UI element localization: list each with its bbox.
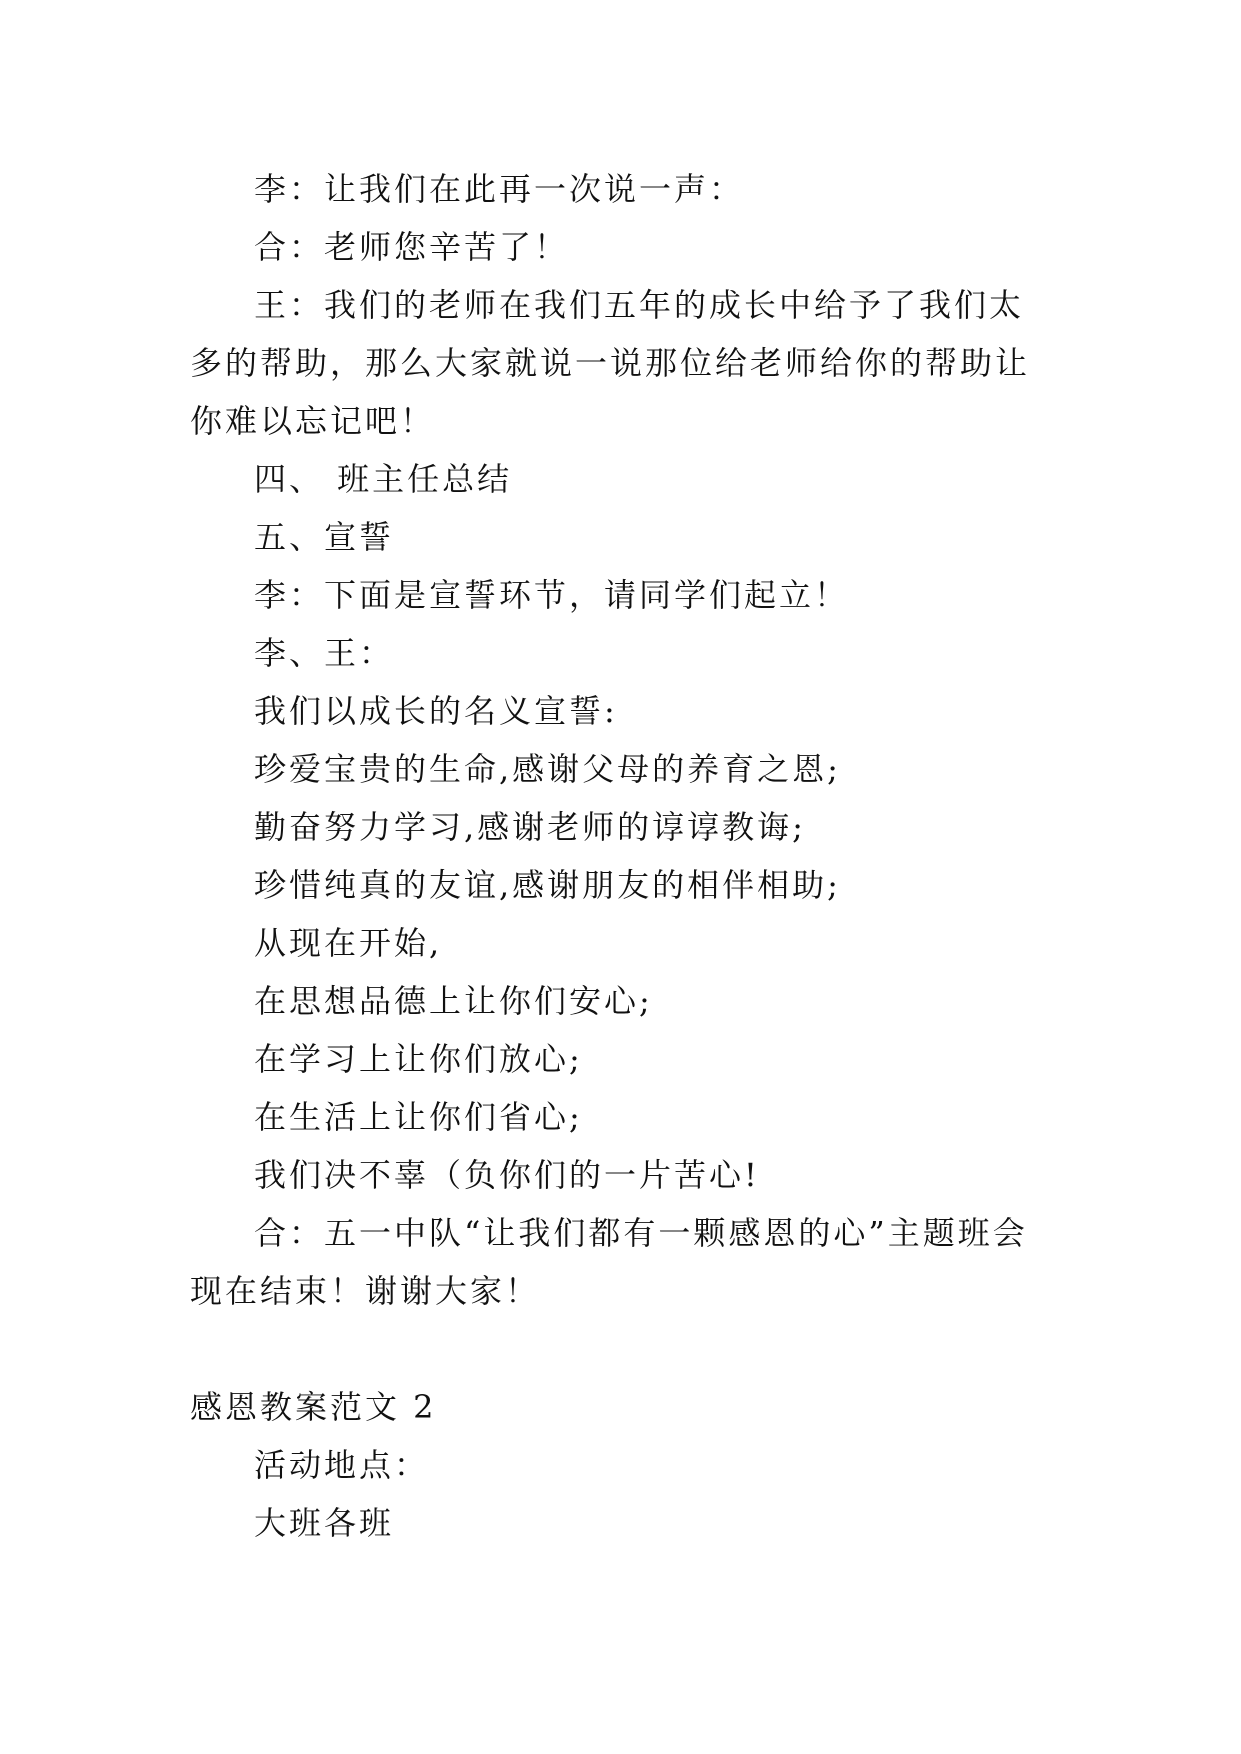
paragraph: 珍惜纯真的友谊,感谢朋友的相伴相助;: [254, 866, 841, 904]
document-body: [190, 160, 1052, 1552]
paragraph: 在生活上让你们省心;: [254, 1098, 583, 1136]
paragraph: 合：五一中队“让我们都有一颗感恩的心”主题班会现在结束！谢谢大家！: [190, 1214, 1028, 1310]
paragraph: 合：老师您辛苦了！: [254, 228, 570, 266]
paragraph: 李：让我们在此再一次说一声：: [254, 170, 745, 208]
paragraph: 李：下面是宣誓环节，请同学们起立！: [254, 576, 850, 614]
paragraph-list: [190, 160, 1052, 1320]
paragraph: 王：我们的老师在我们五年的成长中给予了我们太多的帮助，那么大家就说一说那位给老师给你的帮助让你难以忘记吧！: [190, 286, 1031, 440]
paragraph: 大班各班: [254, 1504, 395, 1542]
paragraph: 从现在开始,: [254, 924, 443, 962]
paragraph: 活动地点：: [254, 1446, 430, 1484]
paragraph: 在思想品德上让你们安心;: [254, 982, 653, 1020]
paragraph: 勤奋努力学习,感谢老师的谆谆教诲;: [254, 808, 806, 846]
paragraph: 珍爱宝贵的生命,感谢父母的养育之恩;: [254, 750, 841, 788]
paragraph: 在学习上让你们放心;: [254, 1040, 583, 1078]
paragraph: 我们决不辜（负你们的一片苦心!: [254, 1156, 760, 1194]
paragraph: 五、宣誓: [254, 518, 395, 556]
section-paragraph-list: [190, 1436, 1052, 1552]
paragraph: 四、 班主任总结: [254, 460, 513, 498]
section-heading: 感恩教案范文 2: [190, 1388, 437, 1426]
section-gap: [190, 1320, 1052, 1378]
paragraph: 李、王：: [254, 634, 395, 672]
paragraph: 我们以成长的名义宣誓:: [254, 692, 618, 730]
